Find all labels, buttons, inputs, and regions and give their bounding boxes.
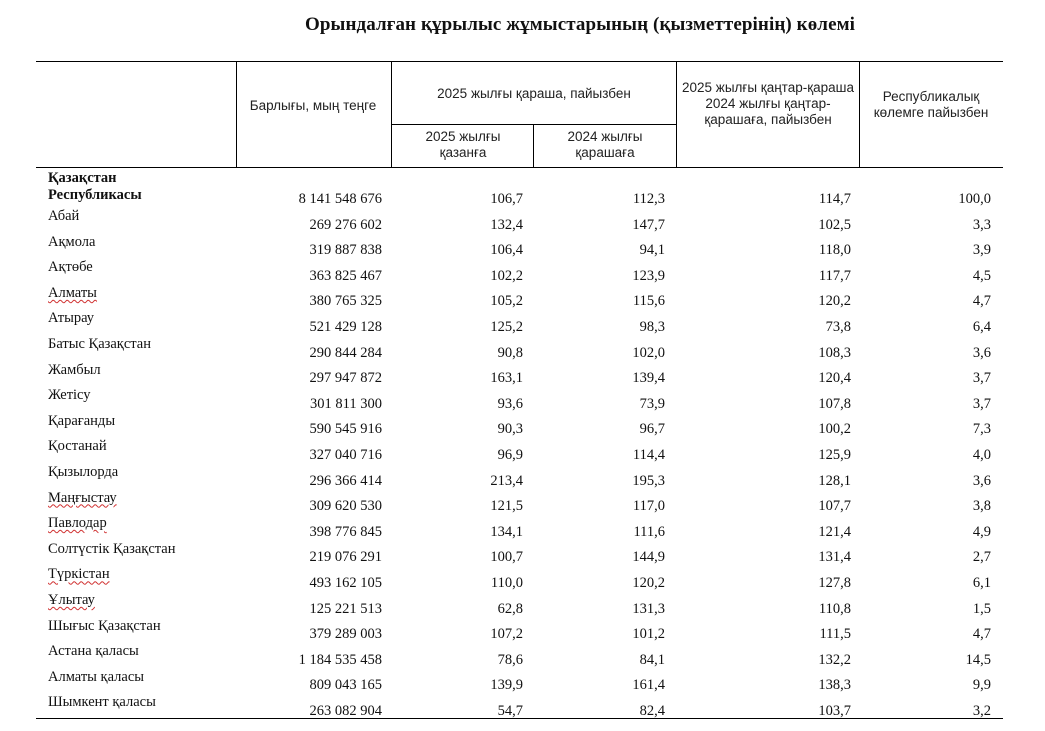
region-name-text: Астана қаласы — [48, 643, 139, 660]
table-row — [36, 566, 1003, 592]
ytd-value: 100,2 — [818, 421, 851, 438]
ytd-value: 110,8 — [818, 600, 851, 617]
header-ytd: 2025 жылғы қаңтар-қараша 2024 жылғы қаңтар-қарашаға, пайызбен — [682, 80, 854, 127]
ytd-value: 120,2 — [818, 293, 851, 310]
share-value: 6,4 — [972, 318, 991, 335]
header-oct: 2025 жылғы қазанға — [425, 129, 501, 160]
share-value: 2,7 — [972, 549, 991, 566]
table-row — [36, 694, 1003, 720]
region-name-text: Шымкент қаласы — [48, 694, 156, 711]
oct-value: 90,8 — [497, 344, 523, 361]
nov24-value: 195,3 — [632, 472, 665, 489]
region-name-text: Алматы — [48, 284, 97, 301]
header-divider — [533, 124, 534, 167]
group-sub-rule — [391, 124, 676, 125]
region-name-text: Атырау — [48, 310, 95, 327]
total-value: 297 947 872 — [309, 370, 382, 387]
total-value: 327 040 716 — [309, 446, 382, 463]
share-value: 3,6 — [972, 344, 991, 361]
total-value: 493 162 105 — [309, 574, 382, 591]
region-name-text: Түркістан — [48, 566, 110, 583]
region-name — [48, 694, 156, 711]
region-name-text: Маңғыстау — [48, 489, 117, 506]
nov24-value: 96,7 — [639, 421, 665, 438]
region-name-text: Қостанай — [48, 438, 107, 455]
ytd-value: 108,3 — [818, 344, 851, 361]
ytd-value: 120,4 — [818, 370, 851, 387]
header-group: 2025 жылғы қараша, пайызбен — [437, 86, 631, 101]
nov24-value: 102,0 — [632, 344, 665, 361]
nov24-value: 117,0 — [632, 498, 665, 515]
share-value: 3,7 — [972, 370, 991, 387]
table-row — [36, 618, 1003, 644]
region-name — [48, 490, 117, 507]
oct-value: 106,4 — [490, 242, 523, 259]
share-value: 3,6 — [972, 472, 991, 489]
region-name-text: Қарағанды — [48, 412, 116, 429]
region-name-text: Ақтөбе — [48, 259, 93, 276]
table-row — [36, 259, 1003, 285]
total-value: 309 620 530 — [309, 498, 382, 515]
total-value: 290 844 284 — [309, 344, 382, 361]
oct-value: 105,2 — [490, 293, 523, 310]
header-divider — [859, 61, 860, 167]
region-name — [48, 259, 93, 276]
share-value: 3,2 — [972, 702, 991, 719]
header-divider — [676, 61, 677, 167]
region-name-text: Батыс Қазақстан — [48, 335, 151, 352]
ytd-value: 111,5 — [819, 626, 851, 643]
nov24-value: 114,4 — [632, 446, 665, 463]
oct-value: 213,4 — [490, 472, 523, 489]
region-name-text: Қазақстан Республикасы — [48, 170, 142, 203]
region-name — [48, 566, 110, 583]
oct-value: 125,2 — [490, 318, 523, 335]
table-row — [36, 285, 1003, 311]
region-name — [48, 541, 175, 558]
table-row — [36, 413, 1003, 439]
ytd-value: 114,7 — [818, 191, 851, 207]
nov24-value: 120,2 — [632, 574, 665, 591]
total-value: 301 811 300 — [310, 395, 382, 412]
region-name — [48, 515, 107, 532]
ytd-value: 103,7 — [818, 702, 851, 719]
share-value: 14,5 — [965, 651, 991, 668]
nov24-value: 123,9 — [632, 267, 665, 284]
region-name-text: Жетісу — [48, 387, 91, 404]
ytd-value: 127,8 — [818, 574, 851, 591]
oct-value: 132,4 — [490, 216, 523, 233]
oct-value: 54,7 — [497, 702, 523, 719]
header-divider — [236, 61, 237, 167]
region-name-text: Жамбыл — [48, 361, 101, 378]
ytd-value: 107,7 — [818, 498, 851, 515]
share-value: 3,8 — [972, 498, 991, 515]
region-name-text: Қызылорда — [48, 463, 119, 480]
total-value: 398 776 845 — [309, 523, 382, 540]
ytd-value: 132,2 — [818, 651, 851, 668]
table-row — [36, 669, 1003, 695]
ytd-value: 118,0 — [818, 242, 851, 259]
region-name — [48, 310, 94, 327]
nov24-value: 111,6 — [633, 523, 665, 540]
oct-value: 90,3 — [497, 421, 523, 438]
region-name — [48, 234, 95, 251]
region-name — [48, 592, 95, 609]
share-value: 4,7 — [972, 626, 991, 643]
nov24-value: 101,2 — [632, 626, 665, 643]
share-value: 100,0 — [958, 191, 991, 207]
nov24-value: 161,4 — [632, 677, 665, 694]
region-name — [48, 285, 97, 302]
nov24-value: 84,1 — [639, 651, 665, 668]
nov24-value: 144,9 — [632, 549, 665, 566]
header-top-rule — [36, 61, 1003, 62]
region-name-text: Ұлытау — [48, 591, 95, 608]
oct-value: 110,0 — [490, 574, 523, 591]
header-bottom-rule — [36, 167, 1003, 168]
share-value: 9,9 — [972, 677, 991, 694]
nov24-value: 112,3 — [632, 191, 665, 207]
share-value: 3,7 — [972, 395, 991, 412]
ytd-value: 138,3 — [818, 677, 851, 694]
region-name-text: Абай — [48, 208, 80, 224]
table-row — [36, 336, 1003, 362]
region-name-text: Солтүстік Қазақстан — [48, 540, 176, 557]
share-value: 4,5 — [972, 267, 991, 284]
region-name-text: Алматы қаласы — [48, 668, 145, 685]
ytd-value: 117,7 — [818, 267, 851, 284]
nov24-value: 82,4 — [639, 702, 665, 719]
table-row — [36, 643, 1003, 669]
region-name — [48, 464, 118, 481]
header-divider — [391, 61, 392, 167]
table-row — [36, 541, 1003, 567]
header-nov24: 2024 жылғы қарашаға — [567, 129, 643, 160]
total-value: 379 289 003 — [309, 626, 382, 643]
region-name — [48, 387, 91, 404]
table-row — [36, 464, 1003, 490]
ytd-value: 102,5 — [818, 216, 851, 233]
total-value: 296 366 414 — [309, 472, 382, 489]
oct-value: 96,9 — [497, 446, 523, 463]
region-name-text: Шығыс Қазақстан — [48, 617, 161, 634]
total-value: 219 076 291 — [309, 549, 382, 566]
table-row — [36, 170, 1003, 208]
total-value: 319 887 838 — [309, 242, 382, 259]
table-row — [36, 310, 1003, 336]
table-row — [36, 592, 1003, 618]
region-name — [48, 669, 144, 686]
oct-value: 106,7 — [490, 191, 523, 207]
oct-value: 163,1 — [490, 370, 523, 387]
ytd-value: 73,8 — [825, 318, 851, 335]
ytd-value: 107,8 — [818, 395, 851, 412]
ytd-value: 131,4 — [818, 549, 851, 566]
table-row — [36, 387, 1003, 413]
nov24-value: 147,7 — [632, 216, 665, 233]
region-name — [48, 336, 151, 353]
total-value: 809 043 165 — [309, 677, 382, 694]
ytd-value: 125,9 — [818, 446, 851, 463]
nov24-value: 98,3 — [639, 318, 665, 335]
nov24-value: 94,1 — [639, 242, 665, 259]
region-name — [48, 438, 107, 455]
oct-value: 93,6 — [497, 395, 523, 412]
total-value: 125 221 513 — [309, 600, 382, 617]
share-value: 3,9 — [972, 242, 991, 259]
oct-value: 102,2 — [490, 267, 523, 284]
page-title: Орындалған құрылыс жұмыстарының (қызметтерінің) көлемі — [304, 14, 856, 35]
table-row — [36, 515, 1003, 541]
table-row — [36, 234, 1003, 260]
region-name — [48, 618, 161, 635]
total-value: 269 276 602 — [309, 216, 382, 233]
nov24-value: 73,9 — [639, 395, 665, 412]
table-row — [36, 362, 1003, 388]
share-value: 7,3 — [972, 421, 991, 438]
share-value: 4,0 — [972, 446, 991, 463]
nov24-value: 131,3 — [632, 600, 665, 617]
table-row — [36, 208, 1003, 234]
total-value: 8 141 548 676 — [298, 191, 382, 207]
oct-value: 134,1 — [490, 523, 523, 540]
header-total: Барлығы, мың теңге — [249, 98, 377, 113]
region-name — [48, 362, 101, 379]
total-value: 380 765 325 — [309, 293, 382, 310]
data-table — [36, 170, 1003, 720]
total-value: 263 082 904 — [309, 702, 382, 719]
ytd-value: 128,1 — [818, 472, 851, 489]
oct-value: 78,6 — [497, 651, 523, 668]
oct-value: 62,8 — [497, 600, 523, 617]
oct-value: 107,2 — [490, 626, 523, 643]
share-value: 4,7 — [972, 293, 991, 310]
total-value: 590 545 916 — [309, 421, 382, 438]
share-value: 6,1 — [972, 574, 991, 591]
header-share: Республикалық көлемге пайызбен — [873, 89, 989, 120]
ytd-value: 121,4 — [818, 523, 851, 540]
total-value: 521 429 128 — [309, 318, 382, 335]
share-value: 3,3 — [972, 216, 991, 233]
total-value: 1 184 535 458 — [298, 651, 382, 668]
region-name — [48, 170, 178, 204]
share-value: 1,5 — [972, 600, 991, 617]
total-value: 363 825 467 — [309, 267, 382, 284]
table-row — [36, 438, 1003, 464]
oct-value: 121,5 — [490, 498, 523, 515]
region-name — [48, 643, 139, 660]
nov24-value: 139,4 — [632, 370, 665, 387]
oct-value: 139,9 — [490, 677, 523, 694]
region-name-text: Ақмола — [48, 233, 96, 250]
table-row — [36, 490, 1003, 516]
nov24-value: 115,6 — [632, 293, 665, 310]
region-name — [48, 208, 79, 225]
region-name-text: Павлодар — [48, 515, 107, 532]
share-value: 4,9 — [972, 523, 991, 540]
oct-value: 100,7 — [490, 549, 523, 566]
region-name — [48, 413, 115, 430]
